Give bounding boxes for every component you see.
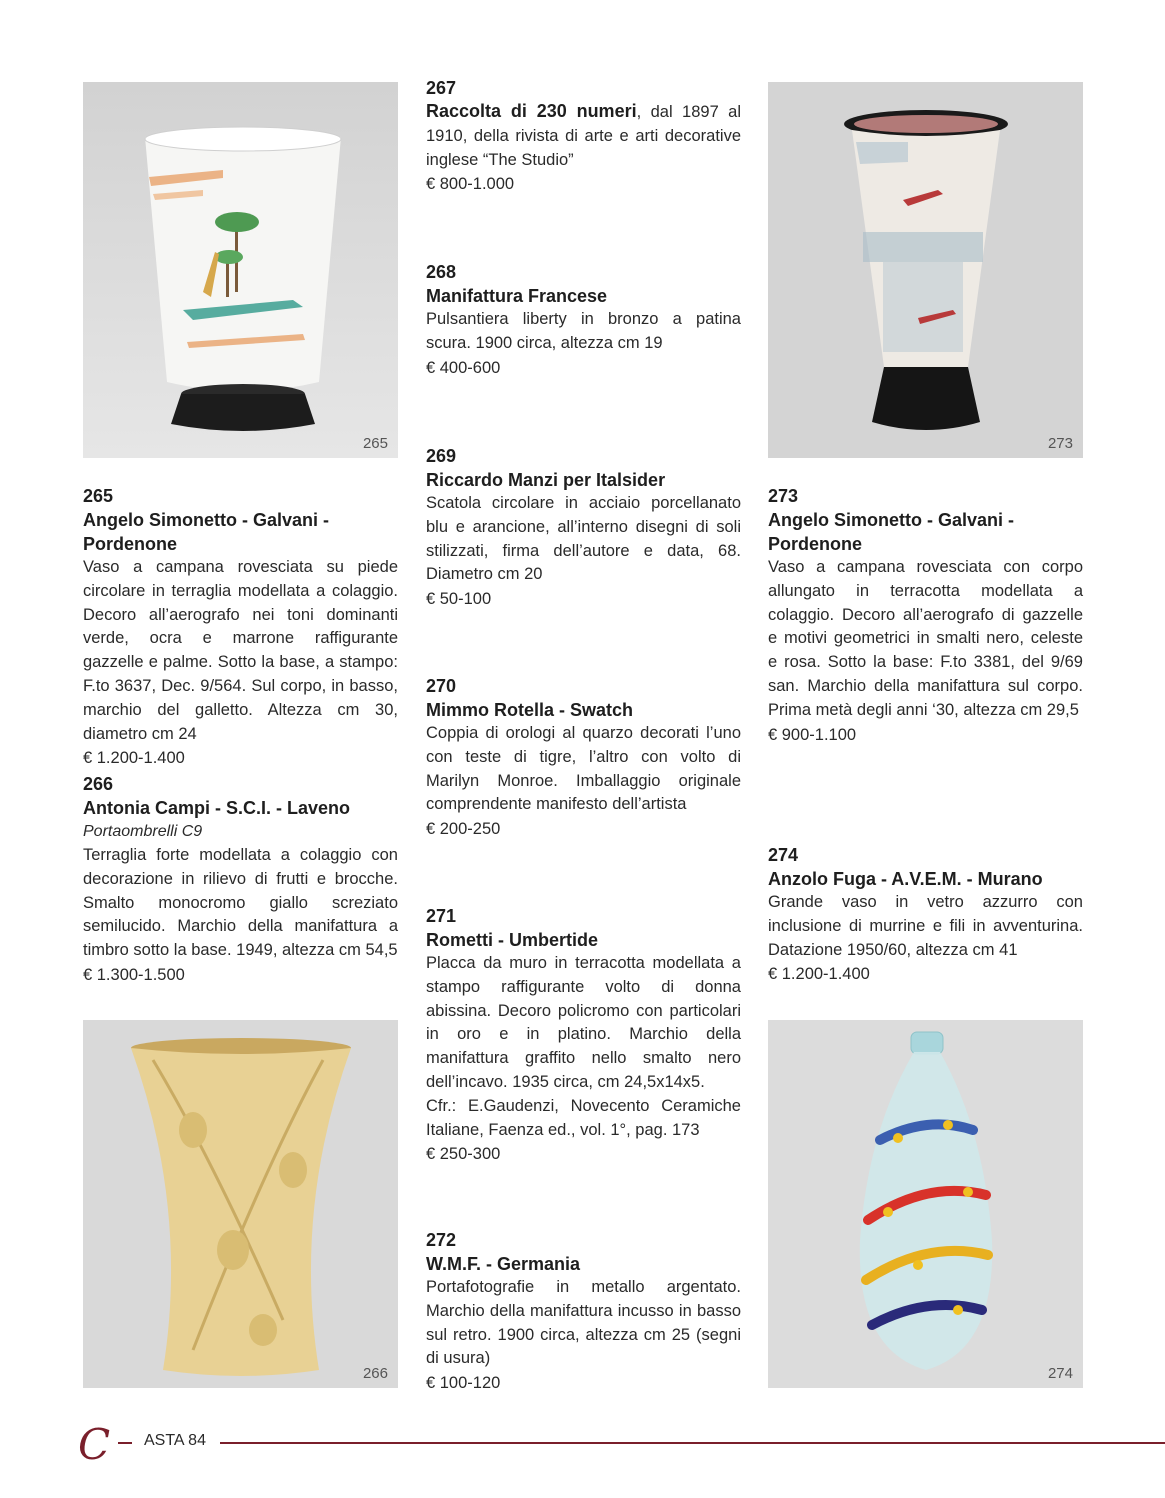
lot-description xyxy=(426,100,741,172)
auction-label: ASTA 84 xyxy=(144,1432,206,1449)
lot-267 xyxy=(426,76,741,196)
lot-description: Portafotografie in metallo argentato. Marchio della manifattura incusso in basso sul retro. 1900 circa, altezza cm 25 (segni di usura) xyxy=(426,1278,741,1368)
photo-caption: 273 xyxy=(1047,435,1073,452)
lot-number: 273 xyxy=(768,486,799,506)
vase-266-illustration xyxy=(83,1020,398,1388)
photo-lot-273 xyxy=(768,82,1083,458)
lot-title: W.M.F. - Germania xyxy=(426,1254,581,1274)
lot-number: 265 xyxy=(83,486,114,506)
lot-271 xyxy=(426,904,741,1166)
lot-title: Antonia Campi - S.C.I. - Laveno xyxy=(83,798,351,818)
lot-estimate: € 100-120 xyxy=(426,1374,501,1393)
lot-title: Rometti - Umbertide xyxy=(426,930,599,950)
lot-estimate: € 1.200-1.400 xyxy=(83,749,185,768)
lot-266 xyxy=(83,772,398,987)
lot-estimate: € 800-1.000 xyxy=(426,175,515,194)
lot-number: 271 xyxy=(426,906,457,926)
lot-number: 269 xyxy=(426,446,457,466)
lot-274 xyxy=(768,843,1083,986)
lot-description: Placca da muro in terracotta modellata a stampo raffigurante volto di donna abissina. Decoro policromo con particolari in oro e in platino. Marchio della manifattura graffito nello smalto nero dell’incavo. 1935 circa, cm 24,5x14x5. xyxy=(426,954,741,1091)
lot-description: Terraglia forte modellata a colaggio con decorazione in rilievo di frutti e brocche. Smalto monocromo giallo screziato semilucido. Marchio della manifattura a timbro sotto la base. 1949, altezza cm 54,5 xyxy=(83,846,398,960)
photo-lot-274 xyxy=(768,1020,1083,1388)
catalog-logo: C xyxy=(78,1420,111,1469)
footer-rule xyxy=(220,1442,1165,1444)
page-footer xyxy=(78,1420,1165,1469)
lot-title: Mimmo Rotella - Swatch xyxy=(426,700,634,720)
lot-description: Vaso a campana rovesciata su piede circolare in terraglia modellata a colaggio. Decoro all’aerografo nei toni dominanti verde, ocra e marrone raffigurante gazzelle e palme. Sotto la base, a stampo: F.to 3637, Dec. 9/564. Sul corpo, in basso, marchio del galletto. Altezza cm 30, diametro cm 24 xyxy=(83,558,398,743)
lot-270 xyxy=(426,674,741,841)
lot-description: Coppia di orologi al quarzo decorati l’uno con teste di tigre, l’altro con volto di Marilyn Monroe. Imballaggio originale comprendente manifesto dell’artista xyxy=(426,724,741,814)
lot-title: Angelo Simonetto - Galvani - Pordenone xyxy=(768,510,1015,554)
lot-estimate: € 200-250 xyxy=(426,820,501,839)
photo-caption: 265 xyxy=(362,435,388,452)
lot-title: Raccolta di 230 numeri xyxy=(426,101,637,121)
photo-lot-266 xyxy=(83,1020,398,1388)
lot-title: Anzolo Fuga - A.V.E.M. - Murano xyxy=(768,869,1043,889)
lot-number: 270 xyxy=(426,676,457,696)
lot-subtitle: Portaombrelli C9 xyxy=(83,823,203,840)
lot-number: 272 xyxy=(426,1230,457,1250)
lot-title: Angelo Simonetto - Galvani - Pordenone xyxy=(83,510,330,554)
lot-description: Grande vaso in vetro azzurro con inclusione di murrine e fili in avventurina. Datazione 1950/60, altezza cm 41 xyxy=(768,893,1083,959)
lot-estimate: € 400-600 xyxy=(426,358,501,377)
photo-caption: 266 xyxy=(362,1365,388,1382)
vase-273-illustration xyxy=(768,82,1083,458)
photo-caption: 274 xyxy=(1047,1365,1073,1382)
lot-estimate: € 900-1.100 xyxy=(768,725,857,744)
lot-title: Manifattura Francese xyxy=(426,286,608,306)
lot-estimate: € 50-100 xyxy=(426,590,492,609)
vase-274-illustration xyxy=(768,1020,1083,1388)
lot-estimate: € 1.200-1.400 xyxy=(768,965,870,984)
lot-reference: Cfr.: E.Gaudenzi, Novecento Ceramiche Italiane, Faenza ed., vol. 1°, pag. 173 xyxy=(426,1096,741,1139)
lot-description: Vaso a campana rovesciata con corpo allungato in terracotta modellata a colaggio. Decoro all’aerografo di gazzelle e motivi geometrici in smalti nero, celeste e rosa. Sotto la base: F.to 3381, del 9/69 san. Marchio della manifattura sul corpo. Prima metà degli anni ‘30, altezza cm 29,5 xyxy=(768,558,1083,719)
lot-number: 266 xyxy=(83,774,114,794)
lot-number: 268 xyxy=(426,262,457,282)
lot-273 xyxy=(768,484,1083,747)
vase-265-illustration xyxy=(83,82,398,458)
lot-estimate: € 250-300 xyxy=(426,1145,501,1164)
lot-265 xyxy=(83,484,398,770)
lot-272 xyxy=(426,1228,741,1395)
lot-268 xyxy=(426,260,741,380)
lot-title: Riccardo Manzi per Italsider xyxy=(426,470,666,490)
lot-number: 267 xyxy=(426,78,457,98)
lot-description: Scatola circolare in acciaio porcellanato blu e arancione, all’interno disegni di soli stilizzati, firma dell’autore e data, 68. Diametro cm 20 xyxy=(426,494,741,584)
lot-estimate: € 1.300-1.500 xyxy=(83,965,185,984)
lot-description-text: , dal 1897 al 1910, della rivista di arte e arti decorative inglese “The Studio” xyxy=(426,103,742,169)
photo-lot-265 xyxy=(83,82,398,458)
lot-number: 274 xyxy=(768,845,799,865)
lot-269 xyxy=(426,444,741,611)
lot-description: Pulsantiera liberty in bronzo a patina scura. 1900 circa, altezza cm 19 xyxy=(426,310,741,352)
footer-dash xyxy=(118,1442,132,1444)
